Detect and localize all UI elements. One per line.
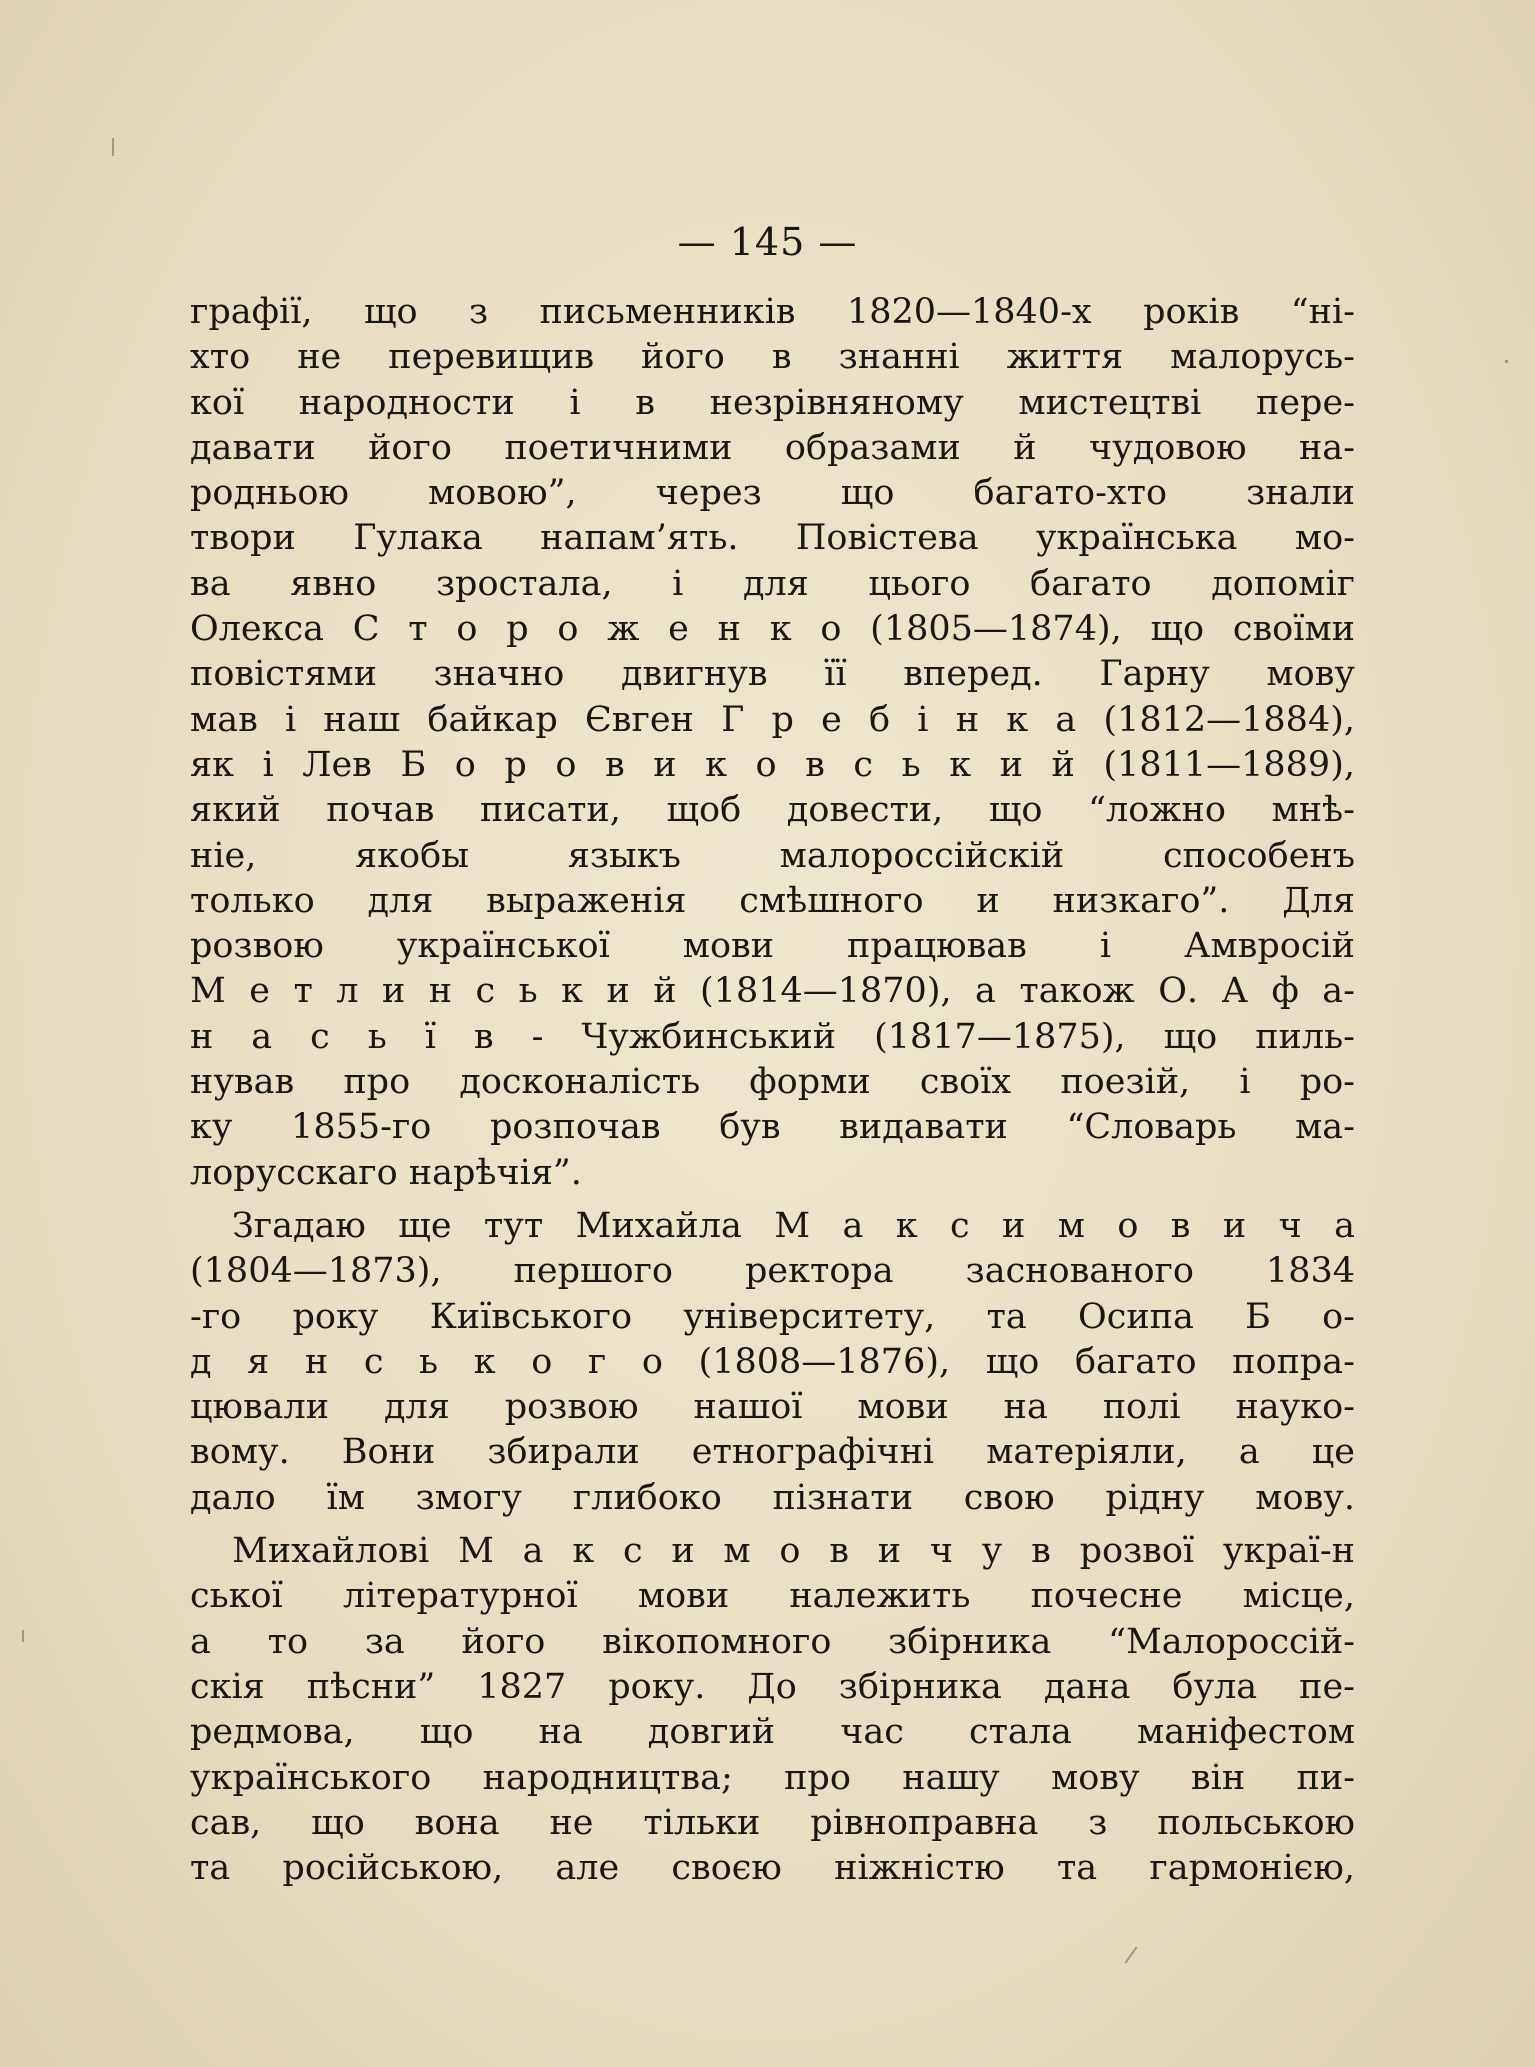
text-line: н а с ь ї в - Чужбинський (1817—1875), що пиль- (190, 1016, 1355, 1057)
text-line: дало їм змогу глибоко пізнати свою рідну мову. (190, 1477, 1355, 1518)
margin-speck (1124, 1946, 1137, 1964)
body-text (190, 290, 1355, 1891)
text-line: Олекса С т о р о ж е н к о (1805—1874), що своїми (190, 609, 1355, 650)
text-line: ніе, якобы языкъ малороссійскій способенъ (190, 835, 1355, 876)
paragraph-gap (190, 1196, 1355, 1204)
text-line: повістями значно двигнув її вперед. Гарну мову (190, 654, 1355, 695)
text-line: родньою мовою”, через що багато-хто знали (190, 473, 1355, 514)
text-line: давати його поетичними образами й чудовою на- (190, 427, 1355, 468)
text-line: только для выраженія смѣшного и низкаго”. Для (190, 880, 1355, 921)
text-line: кої народности і в незрівняному мистецтві пере- (190, 382, 1355, 423)
margin-speck (22, 1630, 24, 1642)
text-line: -го року Київського університету, та Осипа Б о- (190, 1296, 1355, 1337)
margin-speck (1505, 360, 1508, 363)
text-line: який почав писати, щоб довести, що “ложно мнѣ- (190, 790, 1355, 831)
text-line: Згадаю ще тут Михайла М а к с и м о в и ч а (232, 1205, 1355, 1246)
text-line: як і Лев Б о р о в и к о в с ь к и й (1811—1889), (190, 744, 1355, 785)
text-line: ку 1855-го розпочав був видавати “Словарь ма- (190, 1107, 1355, 1148)
text-line: скія пѣсни” 1827 року. До збірника дана була пе- (190, 1666, 1355, 1707)
text-line: твори Гулака напам’ять. Повістева українська мо- (190, 518, 1355, 559)
text-line: ської літературної мови належить почесне місце, (190, 1576, 1355, 1617)
text-line: мав і наш байкар Євген Г р е б і н к а (1812—1884), (190, 699, 1355, 740)
paragraph (190, 1529, 1355, 1891)
paragraph (190, 1204, 1355, 1521)
text-line: українського народництва; про нашу мову він пи- (190, 1757, 1355, 1798)
text-line: хто не перевищив його в знанні життя малорусь- (190, 337, 1355, 378)
text-line: сав, що вона не тільки рівноправна з польською (190, 1802, 1355, 1843)
text-line: нував про досконалість форми своїх поезій, і ро- (190, 1062, 1355, 1103)
text-line: д я н с ь к о г о (1808—1876), що багато попра- (190, 1341, 1355, 1382)
text-line: М е т л и н с ь к и й (1814—1870), а також О. А ф а- (190, 971, 1355, 1012)
text-line: цювали для розвою нашої мови на полі науко- (190, 1387, 1355, 1428)
page-number: — 145 — (677, 220, 858, 264)
text-line: та російською, але своєю ніжністю та гармонією, (190, 1848, 1355, 1889)
text-line: а то за його вікопомного збірника “Малороссій- (190, 1621, 1355, 1662)
text-line: розвою української мови працював і Амвросій (190, 926, 1355, 967)
margin-speck (112, 138, 114, 156)
text-line: ва явно зростала, і для цього багато допоміг (190, 563, 1355, 604)
paragraph (190, 290, 1355, 1196)
text-line: вому. Вони збирали етнографічні матеріяли, а це (190, 1432, 1355, 1473)
text-line: графії, що з письменників 1820—1840-х років “ні- (190, 292, 1355, 332)
text-line: Михайлові М а к с и м о в и ч у в розвої украї-н (232, 1531, 1355, 1572)
text-line: (1804—1873), першого ректора заснованого 1834 (190, 1251, 1355, 1292)
text-line: редмова, що на довгий час стала маніфестом (190, 1712, 1355, 1753)
paragraph-gap (190, 1521, 1355, 1529)
text-line: лорусскаго нарѣчія”. (190, 1152, 582, 1193)
